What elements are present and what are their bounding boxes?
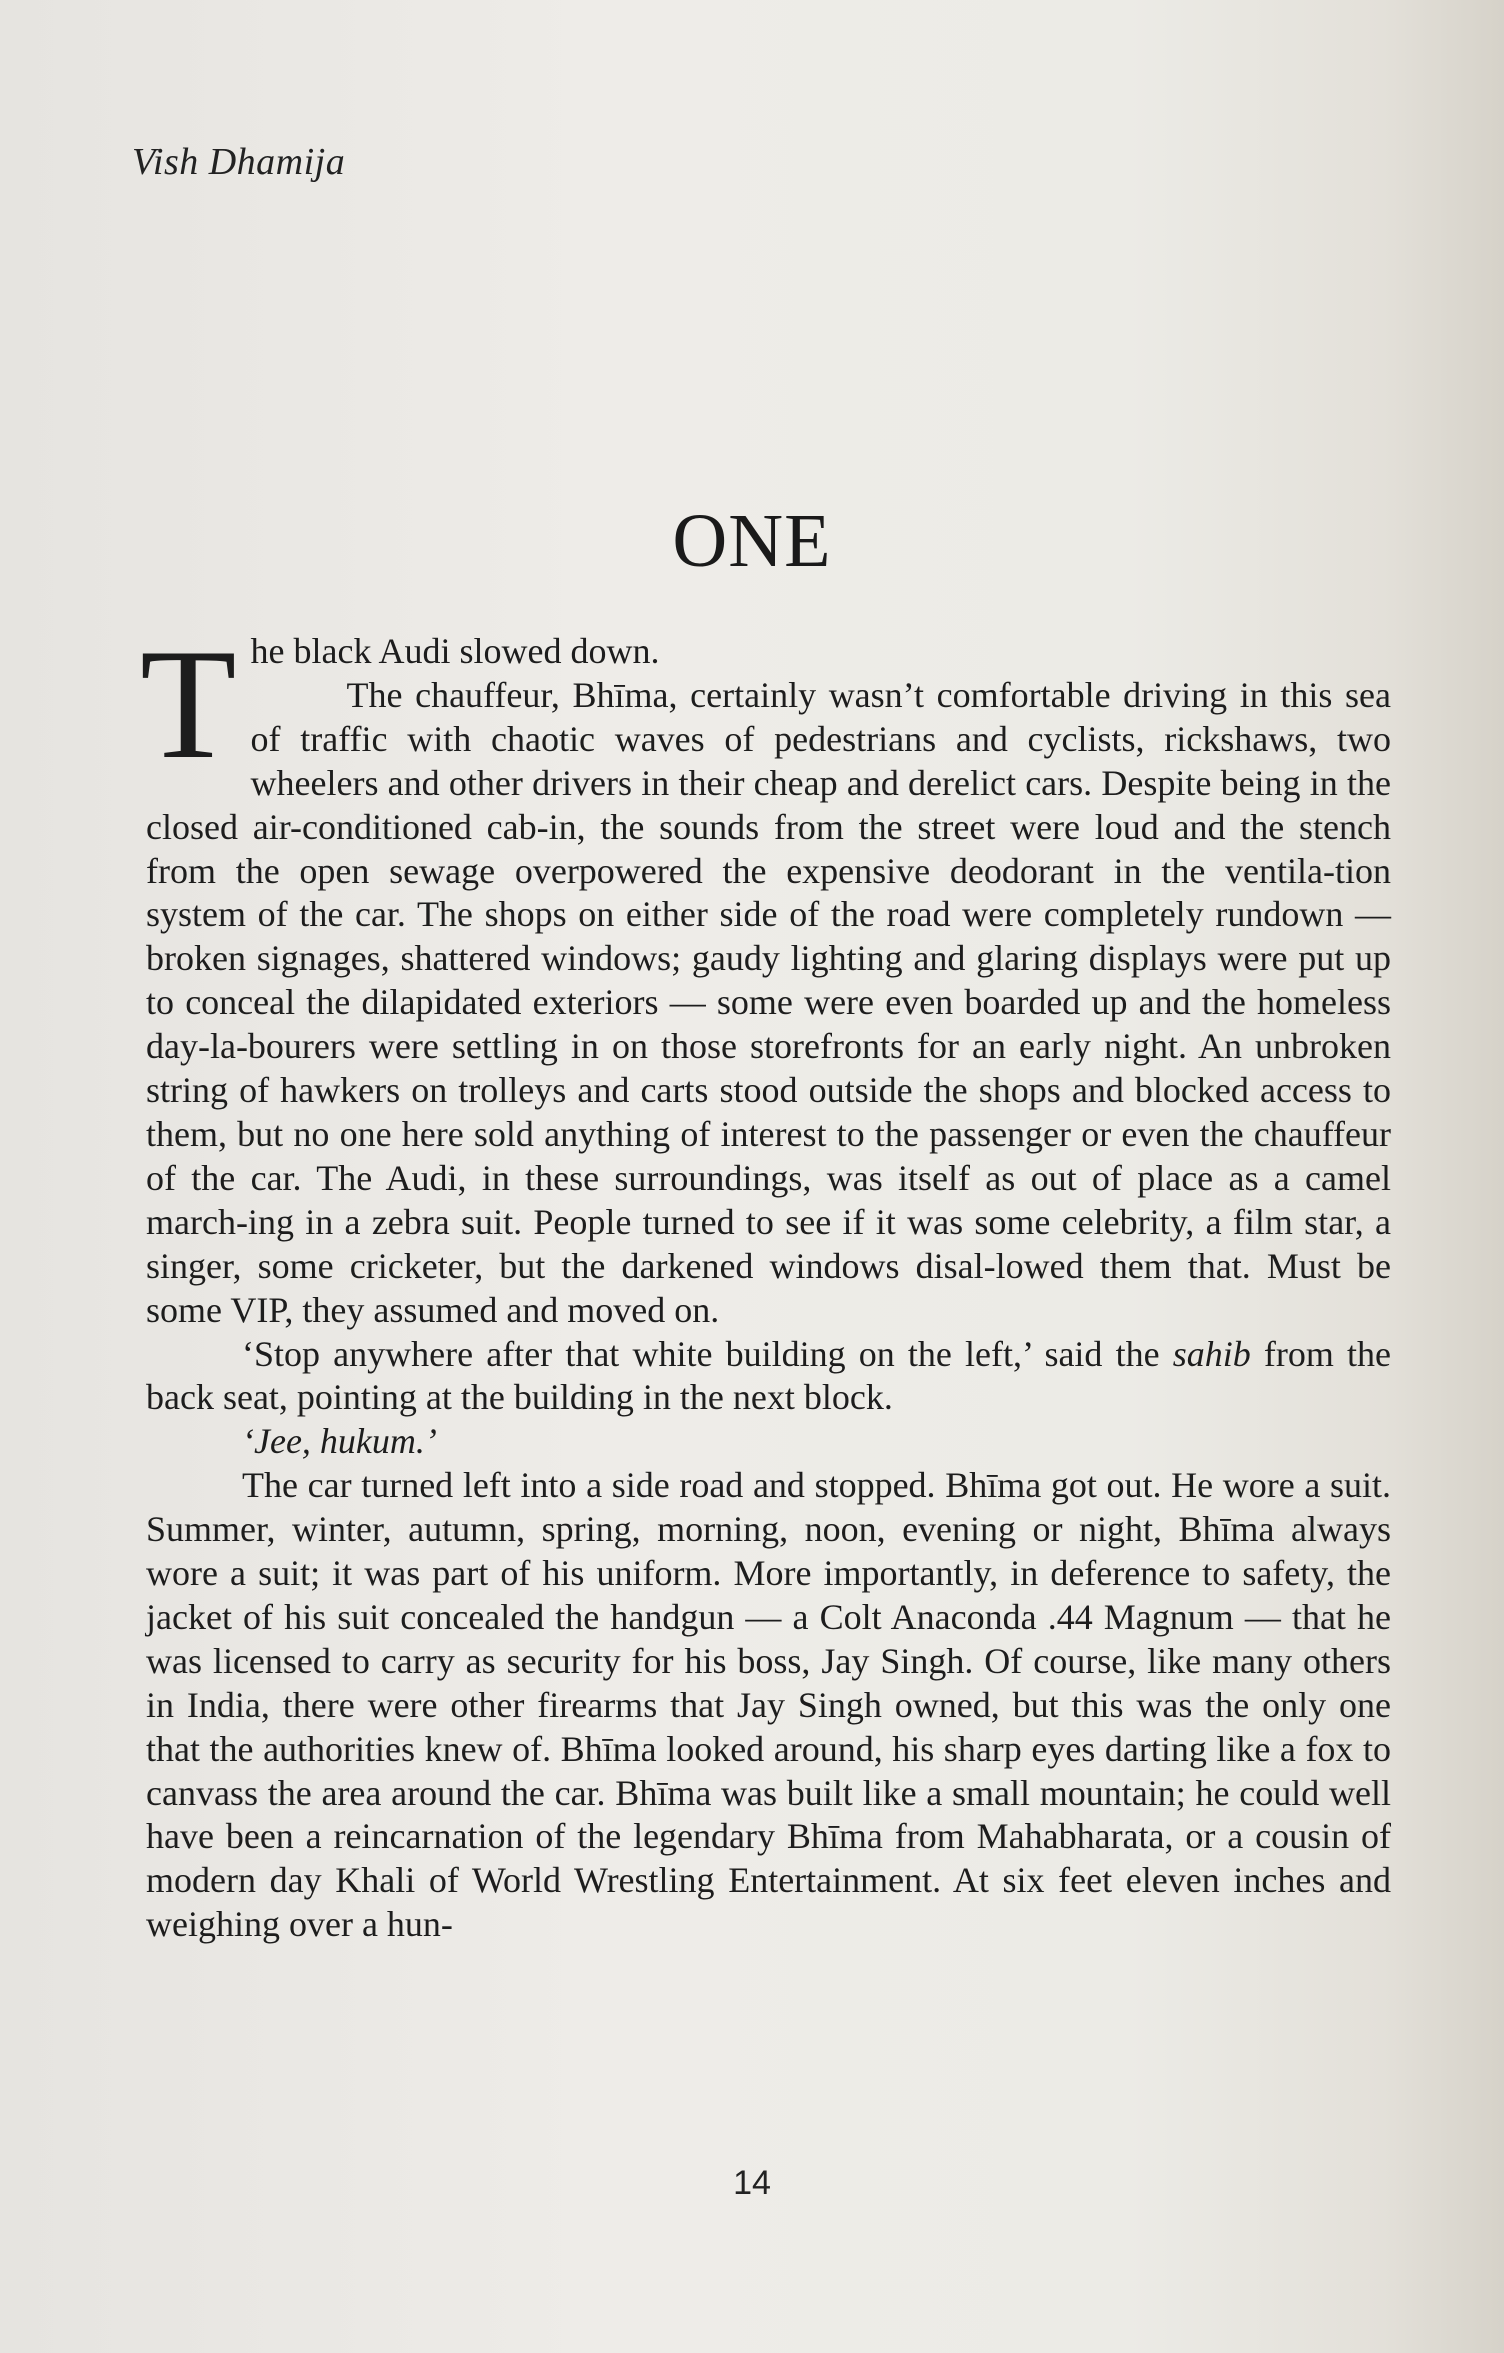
paragraph-1	[140, 617, 1391, 792]
paragraph-2: The chauffeur, Bhīma, certainly wasn’t comfortable driving in this sea of traffic with chaotic waves of pedestrians and cyclists, rickshaws, two wheelers and other drivers in their cheap and derelict cars. Despite being in the closed air-conditioned cab-in, the sounds from the street were loud and the stench from the open sewage overpowered the expensive deodorant in the ventila-tion system of the car. The shops on either side of the road were completely rundown — broken signages, shattered windows; gaudy lighting and glaring displays were put up to conceal the dilapidated exteriors — some were even boarded up and the homeless day-la-bourers were settling in on those storefronts for an early night. An unbroken string of hawkers on trolleys and carts stood outside the shops and blocked access to them, but no one here sold anything of interest to the passenger or even the chauffeur of the car. The Audi, in these surroundings, was itself as out of place as a camel march-ing in a zebra suit. People turned to see if it was some celebrity, a film star, a singer, some cricketer, but the darkened windows disal-lowed them that. Must be some VIP, they assumed and moved on.	[146, 674, 1391, 1330]
paragraph-4	[146, 1420, 1391, 1464]
body-text	[140, 617, 1391, 1947]
paragraph-3-text-a: ‘Stop anywhere after that white building on the left,’ said the	[242, 1333, 1173, 1374]
drop-cap: T	[140, 617, 237, 792]
paragraph-3	[146, 1333, 1391, 1421]
chapter-title: ONE	[672, 499, 832, 583]
paragraph-5: The car turned left into a side road and stopped. Bhīma got out. He wore a suit. Summer, winter, autumn, spring, morning, noon, evening or night, Bhīma always wore a suit; it was part of his uniform. More importantly, in deference to safety, the jacket of his suit concealed the handgun — a Colt Anaconda .44 Magnum — that he was licensed to carry as security for his boss, Jay Singh. Of course, like many others in India, there were other firearms that Jay Singh owned, but this was the only one that the authorities knew of. Bhīma looked around, his sharp eyes darting like a fox to canvass the area around the car. Bhīma was built like a small mountain; he could well have been a reincarnation of the legendary Bhīma from Mahabharata, or a cousin of modern day Khali of World Wrestling Entertainment. At six feet eleven inches and weighing over a hun-	[146, 1465, 1391, 1945]
running-head-author: Vish Dhamija	[132, 141, 346, 183]
paragraph-1-text: he black Audi slowed down.	[250, 631, 660, 671]
paragraph-4-dialogue: ‘Jee, hukum.’	[242, 1421, 437, 1462]
paragraph-3-sahib: sahib	[1172, 1333, 1251, 1374]
paragraph-3-text-b: from the back seat, pointing at the building in the next block.	[146, 1333, 1391, 1418]
page-number: 14	[733, 2164, 771, 2202]
